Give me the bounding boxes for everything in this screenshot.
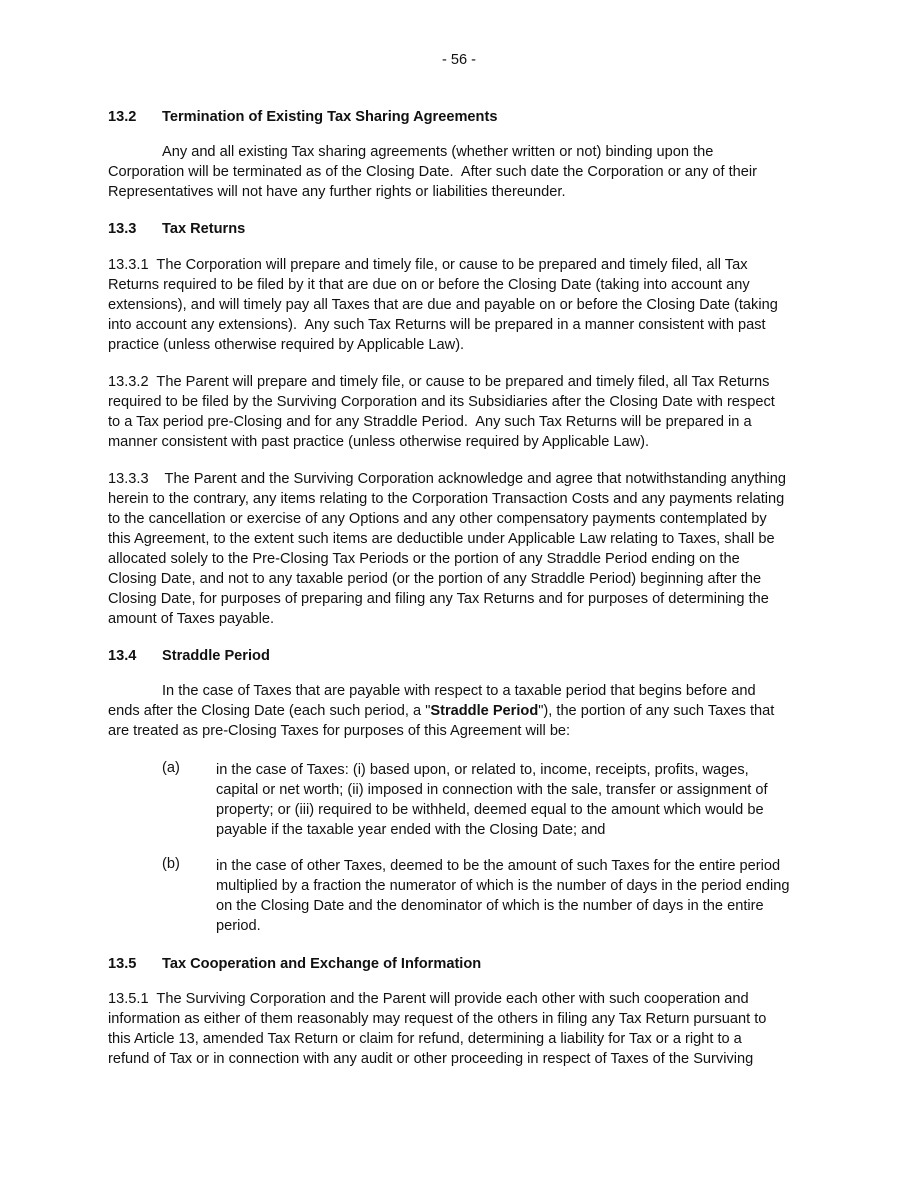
section-title: Straddle Period xyxy=(162,648,270,664)
text-line: payable if the taxable year ended with the Closing Date; and xyxy=(216,822,606,838)
text-line: Representatives will not have any further rights or liabilities thereunder. xyxy=(108,184,566,200)
text-line: in the case of other Taxes, deemed to be the amount of such Taxes for the entire period xyxy=(216,858,781,874)
text-line: to the cancellation or exercise of any Options and any other compensatory payments contemplated by xyxy=(108,511,767,527)
heading-line xyxy=(108,646,820,666)
defined-term: Straddle Period xyxy=(430,703,539,719)
text-line: 13.3.2 The Parent will prepare and timely file, or cause to be prepared and timely filed, all Tax Returns xyxy=(108,374,770,390)
text-line: this Agreement, to the extent such items are deductible under Applicable Law relating to Taxes, shall be xyxy=(108,531,775,547)
section-number: 13.5 xyxy=(108,956,137,972)
text-line: in the case of Taxes: (i) based upon, or related to, income, receipts, profits, wages, xyxy=(216,762,749,778)
section-heading xyxy=(108,646,820,666)
text-line: property; or (iii) required to be withheld, deemed equal to the amount which would be xyxy=(216,802,764,818)
section-heading xyxy=(108,954,820,974)
section-heading xyxy=(108,107,820,127)
paragraph xyxy=(108,681,820,741)
text-line: Any and all existing Tax sharing agreements (whether written or not) binding upon the xyxy=(162,144,714,160)
paragraph xyxy=(108,469,820,629)
text-line: Closing Date, for purposes of preparing and filing any Tax Returns and for purposes of determining the xyxy=(108,591,769,607)
text-line: practice (unless otherwise required by Applicable Law). xyxy=(108,337,465,353)
text-line: allocated solely to the Pre-Closing Tax Periods or the portion of any Straddle Period ending on the xyxy=(108,551,740,567)
text-line: period. xyxy=(216,918,261,934)
section-heading xyxy=(108,219,820,239)
text-line: required to be filed by the Surviving Corporation and its Subsidiaries after the Closing Date with respect xyxy=(108,394,775,410)
heading-line xyxy=(108,954,820,974)
section-title: Tax Returns xyxy=(162,221,246,237)
text-line: Corporation will be terminated as of the Closing Date. After such date the Corporation or any of their xyxy=(108,164,757,180)
section-number: 13.4 xyxy=(108,648,137,664)
text-line: are treated as pre-Closing Taxes for purposes of this Agreement will be: xyxy=(108,723,571,739)
text-line: Returns required to be filed by it that are due on or before the Closing Date (taking into account any xyxy=(108,277,750,293)
section-title: Tax Cooperation and Exchange of Information xyxy=(162,956,482,972)
text-line: information as either of them reasonably may request of the others in filing any Tax Return pursuant to xyxy=(108,1011,767,1027)
text-line: 13.3.3 The Parent and the Surviving Corporation acknowledge and agree that notwithstanding anything xyxy=(108,471,786,487)
paragraph xyxy=(108,989,820,1069)
text-line: ends after the Closing Date (each such period, a "Straddle Period"), the portion of any such Taxes that xyxy=(108,703,775,719)
text-line: manner consistent with past practice (unless otherwise required by Applicable Law). xyxy=(108,434,650,450)
text-line: In the case of Taxes that are payable with respect to a taxable period that begins before and xyxy=(162,683,756,699)
text-line: capital or net worth; (ii) imposed in connection with the sale, transfer or assignment of xyxy=(216,782,768,798)
heading-line xyxy=(108,107,820,127)
text-line: herein to the contrary, any items relating to the Corporation Transaction Costs and any payments relating xyxy=(108,491,785,507)
text-line: to a Tax period pre-Closing and for any Straddle Period. Any such Tax Returns will be prepared in a xyxy=(108,414,752,430)
text-line: on the Closing Date and the denominator of which is the number of days in the entire xyxy=(216,898,764,914)
text-line: 13.5.1 The Surviving Corporation and the Parent will provide each other with such cooperation and xyxy=(108,991,749,1007)
paragraph xyxy=(108,372,820,452)
list-item xyxy=(108,760,820,840)
list-item xyxy=(108,856,820,936)
text-line: 13.3.1 The Corporation will prepare and timely file, or cause to be prepared and timely filed, all Tax xyxy=(108,257,748,273)
text-line: into account any extensions). Any such Tax Returns will be prepared in a manner consistent with past xyxy=(108,317,766,333)
text-line: refund of Tax or in connection with any audit or other proceeding in respect of Taxes of the Surviving xyxy=(108,1051,754,1067)
heading-line xyxy=(108,219,820,239)
text-line: multiplied by a fraction the numerator of which is the number of days in the period ending xyxy=(216,878,790,894)
paragraph xyxy=(108,142,820,202)
item-label: (a) xyxy=(162,760,180,776)
section-number: 13.3 xyxy=(108,221,137,237)
paragraph xyxy=(108,255,820,355)
section-number: 13.2 xyxy=(108,109,137,125)
text-line: extensions), and will timely pay all Taxes that are due and payable on or before the Closing Date (taking xyxy=(108,297,778,313)
text-line: Closing Date, and not to any taxable period (or the portion of any Straddle Period) beginning after the xyxy=(108,571,762,587)
text-line: this Article 13, amended Tax Return or claim for refund, determining a liability for Tax or a right to a xyxy=(108,1031,742,1047)
text-line: amount of Taxes payable. xyxy=(108,611,275,627)
section-title: Termination of Existing Tax Sharing Agreements xyxy=(162,109,498,125)
item-label: (b) xyxy=(162,856,180,872)
page-number: - 56 - xyxy=(441,52,477,68)
